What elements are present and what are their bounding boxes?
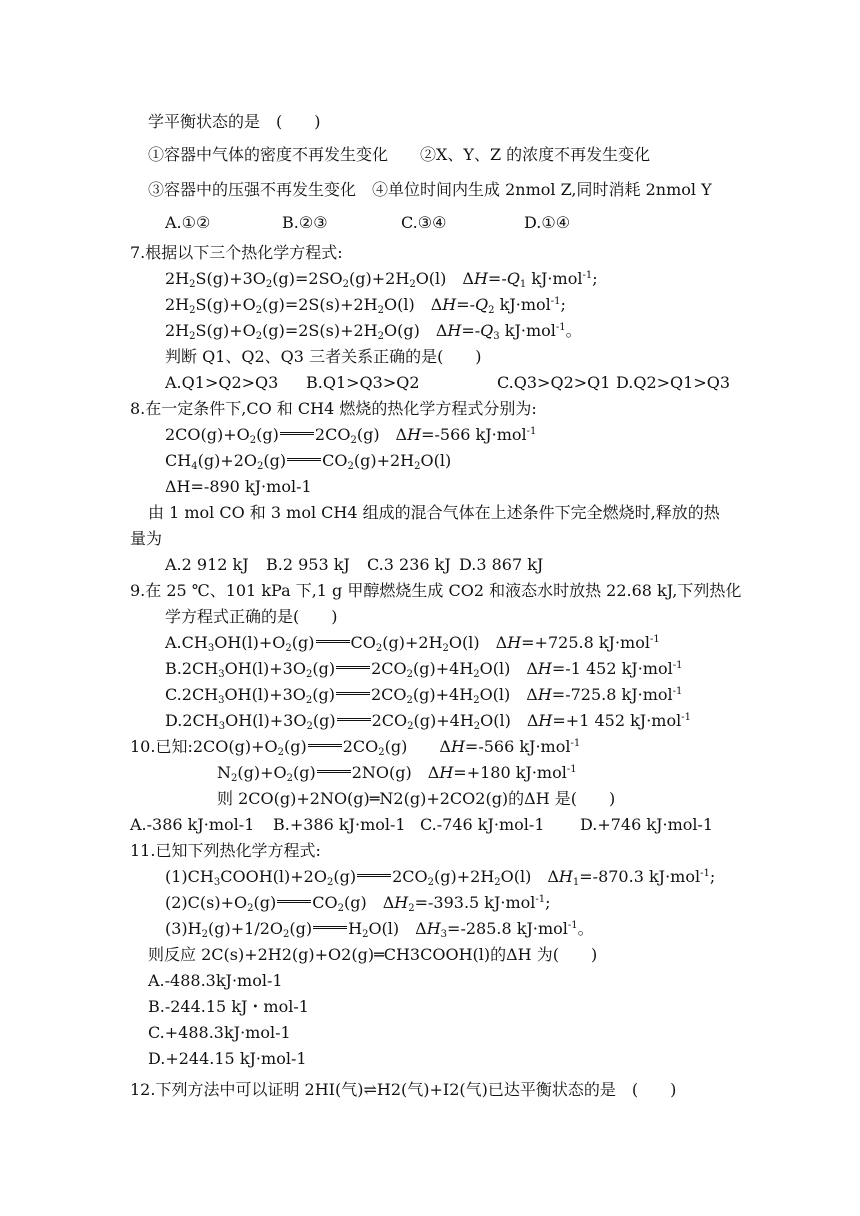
- q10-option-a: A.-386 kJ·mol-1: [130, 815, 255, 834]
- q8-option-b: B.2 953 kJ: [266, 555, 350, 574]
- q10-stem-prefix: 10.已知:: [130, 737, 193, 756]
- equals-sign-icon: [357, 872, 391, 877]
- q6-option-b: B.②③: [282, 213, 328, 232]
- q11-stem: 11.已知下列热化学方程式:: [130, 841, 321, 860]
- q8-option-d: D.3 867 kJ: [459, 555, 544, 574]
- equals-sign-icon: [287, 456, 321, 461]
- equals-sign-icon: [313, 924, 347, 929]
- q6-option-c: C.③④: [401, 213, 447, 232]
- q12-stem: 12.下列方法中可以证明 2HI(气)⇌H2(气)+I2(气)已达平衡状态的是 ( ): [130, 1080, 677, 1099]
- q9-option-b: $B.2CH_3OH(l)+3O_2(g)$ $2CO_2(g)+4H_2O(l)$ ΔH=-1 452 kJ·mol$^{-1}$: [165, 659, 683, 680]
- q6-option-d: D.①④: [524, 213, 571, 232]
- q11-equation-2: $(2)C(s)+O_2(g)$ $CO_2(g)$ $\Delta H_2=-393.5$ kJ·mol$^{-1}$;: [165, 893, 551, 914]
- q7-equation-1: $2H_2S(g)+3O_2(g)=2SO_2(g)+2H_2O(l)$ $\Delta H=-Q_1$ kJ·mol$^{-1}$;: [165, 269, 598, 290]
- q11-option-b: B.-244.15 kJ・mol-1: [148, 997, 309, 1016]
- q11-question: 则反应 2C(s)+2H2(g)+O2(g)═CH3COOH(l)的ΔH 为( ): [148, 945, 598, 964]
- equals-sign-icon: [277, 898, 311, 903]
- q11-option-a: A.-488.3kJ·mol-1: [148, 971, 283, 990]
- q6-statements-1: ①容器中气体的密度不再发生变化 ②X、Y、Z 的浓度不再发生变化: [148, 145, 651, 164]
- equals-sign-icon: [280, 430, 314, 435]
- q7-option-d: D.Q2>Q1>Q3: [616, 373, 731, 392]
- q7-equation-3: $2H_2S(g)+O_2(g)=2S(s)+2H_2O(g)$ $\Delta H=-Q_3$ kJ·mol$^{-1}$。: [165, 321, 582, 342]
- q10-question: 则 2CO(g)+2NO(g)═N2(g)+2CO2(g)的ΔH 是( ): [217, 789, 616, 808]
- q7-stem: 7.根据以下三个热化学方程式:: [130, 243, 343, 262]
- q8-option-a: A.2 912 kJ: [165, 555, 249, 574]
- equals-sign-icon: [336, 690, 370, 695]
- equals-sign-icon: [308, 742, 342, 747]
- q10-equation-1: 10.已知$:2CO(g)+O_2(g)$ $2CO_2(g)$ ΔH=-566 kJ·mol$^{-1}$: [130, 737, 581, 758]
- q8-dh-2: ΔH=-890 kJ·mol-1: [165, 477, 312, 496]
- q6-option-a: A.①②: [165, 213, 211, 232]
- q6-stem-tail: 学平衡状态的是 ( ): [148, 112, 321, 131]
- q8-equation-2: $CH_4(g)+2O_2(g)$ $CO_2(g)+2H_2O(l)$: [165, 451, 452, 472]
- q8-question-1: 由 1 mol CO 和 3 mol CH4 组成的混合气体在上述条件下完全燃烧时,释放的热: [148, 503, 720, 522]
- q9-stem-1: 9.在 25 ℃、101 kPa 下,1 g 甲醇燃烧生成 CO2 和液态水时放热 22.68 kJ,下列热化: [130, 581, 742, 600]
- q7-question: 判断 Q1、Q2、Q3 三者关系正确的是( ): [165, 347, 482, 366]
- q10-option-b: B.+386 kJ·mol-1: [273, 815, 406, 834]
- q8-option-c: C.3 236 kJ: [367, 555, 451, 574]
- q11-equation-3: $(3)H_2(g)+1/2O_2(g)$ $H_2O(l)$ $\Delta H_3=-285.8$ kJ·mol$^{-1}$。: [165, 919, 594, 940]
- q11-option-d: D.+244.15 kJ·mol-1: [148, 1049, 307, 1068]
- q11-option-c: C.+488.3kJ·mol-1: [148, 1023, 291, 1042]
- q11-equation-1: $(1)CH_3COOH(l)+2O_2(g)$ $2CO_2(g)+2H_2O(l)$ $\Delta H_1=-870.3$ kJ·mol$^{-1}$;: [165, 867, 716, 888]
- q10-option-d: D.+746 kJ·mol-1: [580, 815, 714, 834]
- equals-sign-icon: [316, 638, 350, 643]
- q7-equation-2: $2H_2S(g)+O_2(g)=2S(s)+2H_2O(l)$ $\Delta H=-Q_2$ kJ·mol$^{-1}$;: [165, 295, 566, 316]
- q8-equation-1: $2CO(g)+O_2(g)$ $2CO_2(g)$ ΔH=-566 kJ·mol$^{-1}$: [165, 425, 537, 446]
- q8-question-2: 量为: [130, 529, 163, 548]
- q9-stem-2: 学方程式正确的是( ): [165, 607, 338, 626]
- equals-sign-icon: [336, 664, 370, 669]
- q10-option-c: C.-746 kJ·mol-1: [420, 815, 545, 834]
- q6-statements-2: ③容器中的压强不再发生变化 ④单位时间内生成 2nmol Z,同时消耗 2nmol Y: [148, 180, 712, 199]
- equals-sign-icon: [317, 768, 351, 773]
- q9-option-d: $D.2CH_3OH(l)+3O_2(g)$ $2CO_2(g)+4H_2O(l)$ ΔH=+1 452 kJ·mol$^{-1}$: [165, 711, 691, 732]
- q10-equation-2: $N_2(g)+O_2(g)$ 2NO(g) ΔH=+180 kJ·mol$^{-1}$: [217, 763, 577, 784]
- q7-option-b: B.Q1>Q3>Q2: [306, 373, 420, 392]
- q9-option-c: $C.2CH_3OH(l)+3O_2(g)$ $2CO_2(g)+4H_2O(l)$ ΔH=-725.8 kJ·mol$^{-1}$: [165, 685, 683, 706]
- q8-stem: 8.在一定条件下,CO 和 CH4 燃烧的热化学方程式分别为:: [130, 399, 537, 418]
- q9-option-a: $A.CH_3OH(l)+O_2(g)$ $CO_2(g)+2H_2O(l)$ ΔH=+725.8 kJ·mol$^{-1}$: [165, 633, 660, 654]
- q7-option-c: C.Q3>Q2>Q1: [497, 373, 611, 392]
- equals-sign-icon: [337, 716, 371, 721]
- q7-option-a: A.Q1>Q2>Q3: [165, 373, 279, 392]
